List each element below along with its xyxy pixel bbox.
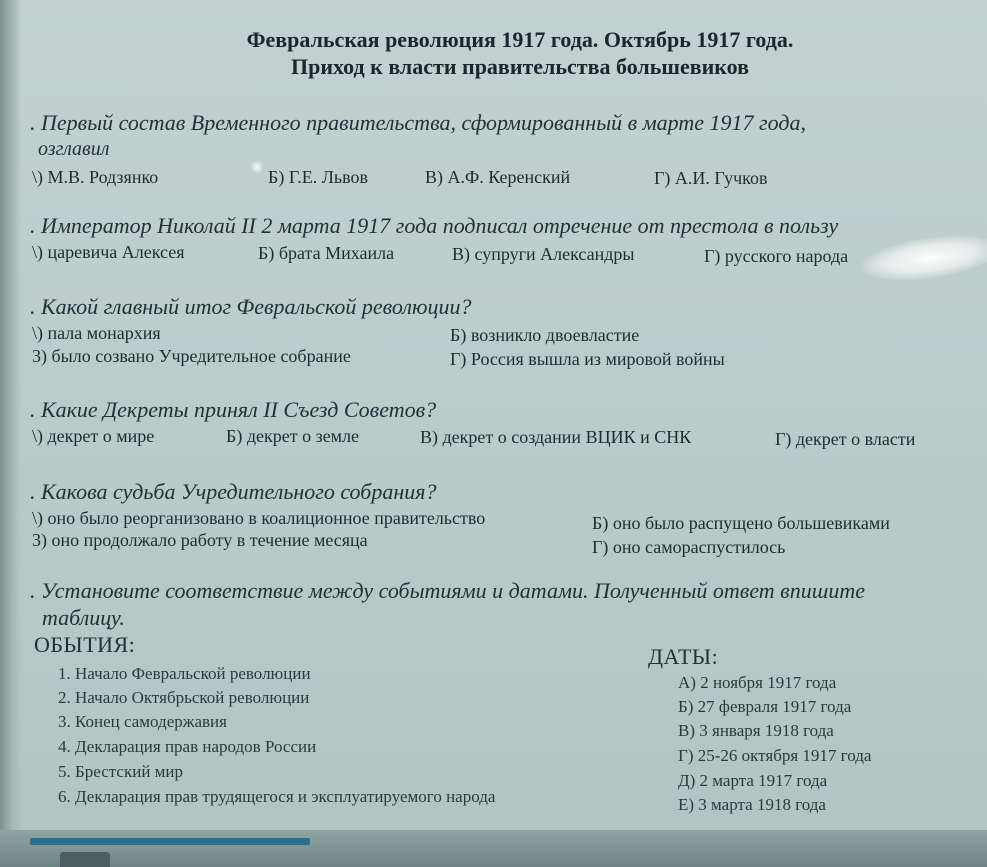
event-item: 3. Конец самодержавия <box>58 712 227 731</box>
q4-option-c: В) декрет о создании ВЦИК и СНК <box>420 427 692 447</box>
question-4: . Какие Декреты принял II Съезд Советов? <box>30 397 437 422</box>
taskbar-highlight <box>30 838 310 845</box>
question-2: . Император Николай II 2 марта 1917 года подписал отречение от престола в пользу <box>30 213 839 238</box>
q1-option-c: В) А.Ф. Керенский <box>425 167 571 187</box>
q5-option-c: 3) оно продолжало работу в течение месяца <box>32 530 368 550</box>
q3-option-d: Г) Россия вышла из мировой войны <box>450 349 725 369</box>
q1-option-d: Г) А.И. Гучков <box>654 168 768 188</box>
dates-header: ДАТЫ: <box>648 644 719 669</box>
page-edge-shadow <box>0 0 22 830</box>
q3-option-a: \) пала монархия <box>32 323 161 343</box>
q2-option-b: Б) брата Михаила <box>258 243 395 263</box>
title-line-2: Приход к власти правительства большевиков <box>290 54 749 79</box>
event-item: 5. Брестский мир <box>58 762 184 781</box>
taskbar-button[interactable] <box>60 852 110 867</box>
date-item: Д) 2 марта 1917 года <box>678 771 828 790</box>
q3-option-c: 3) было созвано Учредительное собрание <box>32 346 351 366</box>
date-item: А) 2 ноября 1917 года <box>678 673 837 692</box>
question-6-continued: таблицу. <box>42 605 125 630</box>
date-item: Г) 25-26 октября 1917 года <box>678 746 872 765</box>
q4-option-a: \) декрет о мире <box>32 426 155 446</box>
date-item: Б) 27 февраля 1917 года <box>678 697 852 716</box>
screen-taskbar <box>0 830 987 867</box>
q1-option-a: \) М.В. Родзянко <box>32 167 159 187</box>
event-item: 6. Декларация прав трудящегося и эксплуатируемого народа <box>58 787 496 806</box>
question-5: . Какова судьба Учредительного собрания? <box>30 479 437 504</box>
q2-option-c: В) супруги Александры <box>452 244 635 264</box>
date-item: Е) 3 марта 1918 года <box>678 795 826 814</box>
question-1: . Первый состав Временного правительства, сформированный в марте 1917 года, <box>30 110 806 135</box>
q2-option-d: Г) русского народа <box>704 246 849 266</box>
question-1-continued: озглавил <box>38 138 110 160</box>
q2-option-a: \) царевича Алексея <box>32 242 185 262</box>
event-item: 4. Декларация прав народов России <box>58 737 317 756</box>
q5-option-d: Г) оно самораспустилось <box>592 537 786 557</box>
event-item: 2. Начало Октябрьской революции <box>58 688 310 707</box>
q5-option-b: Б) оно было распущено большевиками <box>592 513 890 533</box>
q4-option-b: Б) декрет о земле <box>226 426 360 446</box>
date-item: В) 3 января 1918 года <box>678 721 834 740</box>
q4-option-d: Г) декрет о власти <box>775 429 916 449</box>
q3-option-b: Б) возникло двоевластие <box>450 325 640 345</box>
event-item: 1. Начало Февральской революции <box>58 664 311 683</box>
light-glare <box>250 160 264 174</box>
q1-option-b: Б) Г.Е. Львов <box>268 167 368 187</box>
title-line-1: Февральская революция 1917 года. Октябрь 1917 года. <box>246 27 794 52</box>
q5-option-a: \) оно было реорганизовано в коалиционное правительство <box>32 508 486 528</box>
events-header: ОБЫТИЯ: <box>34 632 136 657</box>
light-glare-large <box>858 228 987 287</box>
question-3: . Какой главный итог Февральской революции? <box>30 294 472 319</box>
question-6: . Установите соответствие между событиями и датами. Полученный ответ впишите <box>30 578 865 603</box>
